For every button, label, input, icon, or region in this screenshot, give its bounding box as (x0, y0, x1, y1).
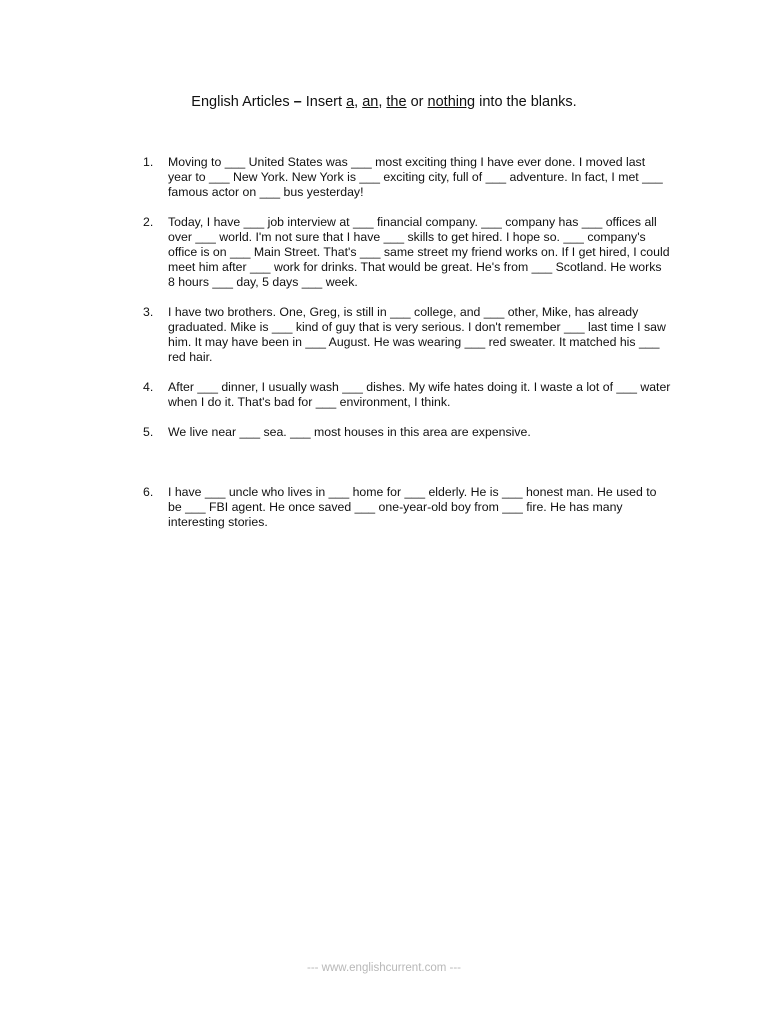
item-number: 1. (143, 155, 154, 169)
option-the: the (386, 94, 407, 110)
item-text: Moving to ___ United States was ___ most exciting thing I have ever done. I moved last year to ___ New York. New York is ___ exciting city, full of ___ adventure. In fact, I met ___ famous actor on ___ bus yesterday! (168, 155, 663, 199)
page-title (0, 93, 768, 111)
item-text: After ___ dinner, I usually wash ___ dishes. My wife hates doing it. I waste a lot of ___ water when I do it. That's bad for ___ environment, I think. (168, 380, 671, 409)
option-an: an (362, 94, 379, 110)
title-separator: , (378, 94, 387, 110)
title-text: English Articles (191, 94, 294, 110)
item-text: Today, I have ___ job interview at ___ financial company. ___ company has ___ offices all over ___ world. I'm not sure that I have ___ skills to get hired. I hope so. ___ company's office is on ___ Main Street. That's ___ same street my friend works on. If I get hired, I could meet him after ___ work for drinks. That would be great. He's from ___ Scotland. He works 8 hours ___ day, 5 days ___ week. (168, 215, 670, 289)
item-number: 5. (143, 425, 154, 439)
exercise-item-5 (141, 425, 671, 440)
title-text: Insert (301, 94, 347, 110)
option-a: a (346, 94, 355, 110)
exercise-item-3 (141, 305, 671, 365)
exercise-list (141, 155, 671, 545)
title-text: into the blanks. (475, 94, 577, 110)
item-text: We live near ___ sea. ___ most houses in this area are expensive. (168, 425, 531, 439)
option-nothing: nothing (427, 94, 476, 110)
item-number: 6. (143, 485, 154, 499)
item-number: 2. (143, 215, 154, 229)
exercise-item-6 (141, 485, 671, 530)
title-separator: or (406, 94, 428, 110)
item-text: I have two brothers. One, Greg, is still in ___ college, and ___ other, Mike, has already graduated. Mike is ___ kind of guy that is very serious. I don't remember ___ last time I saw him. It may have been in ___ August. He was wearing ___ red sweater. It matched his ___ red hair. (168, 305, 666, 364)
footer-url: --- www.englishcurrent.com --- (307, 962, 461, 974)
exercise-item-1 (141, 155, 671, 200)
item-number: 3. (143, 305, 154, 319)
item-number: 4. (143, 380, 154, 394)
exercise-item-2 (141, 215, 671, 290)
exercise-item-4 (141, 380, 671, 410)
item-text: I have ___ uncle who lives in ___ home for ___ elderly. He is ___ honest man. He used to be ___ FBI agent. He once saved ___ one-year-old boy from ___ fire. He has many interesting stories. (168, 485, 657, 529)
title-separator: , (354, 94, 363, 110)
title-dash: – (293, 94, 302, 110)
